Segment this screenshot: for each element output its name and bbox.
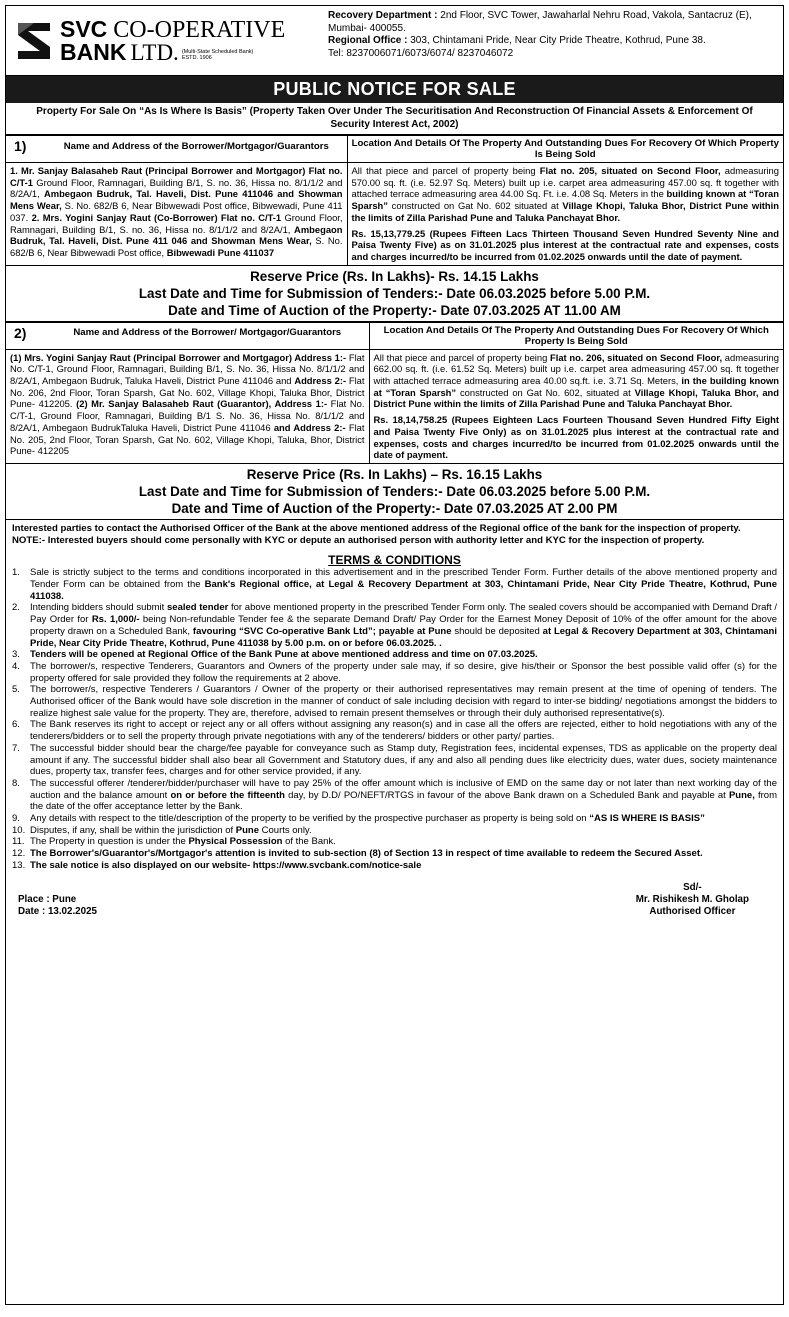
property-2-right-header (369, 322, 783, 349)
bank-addresses (324, 6, 783, 75)
term-number: 6. (12, 719, 20, 731)
term-number: 13. (12, 859, 26, 871)
interested-parties-text: Interested parties to contact the Authorised Officer of the Bank at the above mentioned address of the Regional office of the bank for the inspection of property. (12, 522, 741, 534)
term-2-part-b: sealed tender (167, 602, 229, 614)
regional-address: 303, Chintamani Pride, Near City Pride Theatre, Kothrud, Pune 38. (410, 35, 706, 46)
term-9-part-a: Any details with respect to the title/description of the property to be verified by the prospective purchaser as property is being sold on (30, 813, 590, 825)
public-notice (5, 5, 784, 1305)
bank-name-bank: BANK (60, 38, 127, 65)
p1-desc-1: All that piece and parcel of property being (351, 165, 540, 176)
p1-desc-4: building known at “Toran Sparsh” (351, 188, 779, 212)
property-2-last-date: Last Date and Time for Submission of Tenders:- Date 06.03.2025 before 5.00 P.M. (138, 483, 651, 499)
property-1-reserve-block (6, 266, 783, 322)
term-8-part-d: Pune, (728, 789, 755, 801)
property-2-number: 2) (14, 324, 27, 341)
term-number: 10. (12, 824, 26, 836)
property-2-borrowers (6, 349, 369, 463)
term-2-part-h: at Legal & Recovery Department at 303, Chintamani Pride, Near City Pride Theatre, Kothrud, Pune 411038 by 5.00 p.m. on or before 06.03.2025. . (30, 625, 777, 649)
p1-desc-2: Flat no. 205, situated on Second Floor, (539, 165, 721, 176)
place-date-block (18, 882, 97, 918)
notice-header (6, 6, 783, 76)
p1-desc-6: Village Khopi, Taluka Bhor, District Pune within the limits of Zilla Parishad Pune and Taluka Panchayat Bhor. (351, 200, 779, 223)
bank-subtitle-type: (Multi-State Scheduled Bank) (181, 48, 254, 55)
p1-text-5: 2. Mrs. Yogini Sanjay Raut (Co-Borrower) Flat no. C/T-1 (31, 211, 282, 223)
officer-title: Authorised Officer (649, 905, 736, 917)
term-text (30, 649, 777, 661)
term-2-part-a: Intending bidders should submit (30, 602, 167, 614)
term-text (30, 825, 777, 837)
p2-desc-1: All that piece and parcel of property being (373, 351, 551, 363)
p2-text-8: Flat No. 205, 2nd Floor, Toran Sparsh, Gat No. 602, Village Khopi, Taluka, Bhor, District Pune- 412205 (10, 421, 365, 457)
term-item (12, 836, 777, 848)
property-1-auction-date: Date and Time of Auction of the Property:- Date 07.03.2025 AT 11.00 AM (168, 302, 621, 318)
property-2-right-header-text: Location And Details Of The Property And Outstanding Dues For Recovery Of Which Property Is Being Sold (383, 324, 769, 347)
term-1-part-b: Bank's Regional office, at Legal & Recovery Department at 303, Chintamani Pride, Near City Pride Theatre, Kothrud, Pune 411038. (30, 579, 777, 602)
term-item (12, 860, 777, 872)
term-number: 12. (12, 848, 26, 860)
p1-desc-3: admeasuring 570.00 sq. ft. (i.e. 52.97 Sq. Meters) built up i.e. carpet area admeasuring 457.00 sq. ft together with attached terrace admeasuring area 44.00 Sq. Ft. i.e. 4.08 Sq. Meters in the (351, 165, 779, 200)
property-2-dues: Rs. 18,14,758.25 (Rupees Eighteen Lacs Fourteen Thousand Seven Hundred Fifty Eight and Paisa Twenty Five Only) as on 31.01.2025 plus interest at the contractual rate and expenses, costs and charges incurred/to be incurred from 01.02.2025 onwards until the date of payment. (373, 414, 779, 461)
term-item (12, 778, 777, 813)
p1-text-8: S. No. 682/B 6, Near Bibwewadi Post office, (10, 235, 343, 258)
property-1-reserve-price: Reserve Price (Rs. In Lakhs)- Rs. 14.15 Lakhs (250, 268, 539, 284)
bank-logo-icon (14, 19, 54, 63)
property-1-dues-para (352, 228, 780, 263)
p1-text-1: 1. Mr. Sanjay Balasaheb Raut (Principal Borrower and Mortgagor) Flat no. C/T-1 (10, 165, 343, 188)
property-1-right-header (347, 136, 783, 163)
term-text (30, 836, 777, 848)
p1-text-3: Ambegaon Budruk, Tal. Haveli, Dist. Pune 411046 and Showman Mens Wear, (10, 188, 343, 212)
term-text (30, 567, 777, 602)
property-1-details (347, 163, 783, 266)
recovery-address: 2nd Floor, SVC Tower, Jawaharlal Nehru Road, Vakola, Santacruz (E), Mumbai- 400055. (328, 10, 752, 34)
property-2-reserve-block (6, 464, 783, 520)
property-2-details (369, 349, 783, 463)
p2-text-3: Address 2:- (294, 375, 347, 387)
bank-name-cooperative: CO-OPERATIVE (113, 16, 286, 43)
property-1-right-header-text: Location And Details Of The Property And Outstanding Dues For Recovery Of Which Property Is Being Sold (351, 138, 779, 160)
term-text (30, 813, 777, 825)
term-item (12, 661, 777, 684)
place: Place : Pune (18, 893, 77, 905)
property-1-table (6, 135, 783, 266)
term-item (12, 743, 777, 778)
property-1-left-header-text: Name and Address of the Borrower/Mortgagor/Guarantors (63, 140, 329, 152)
p1-text-2: Ground Floor, Ramnagari, Building B/1, S. no. 36, Hissa no. 8/1/1/2 and 8/2A/1, (10, 176, 343, 200)
term-12-text: The Borrower's/Guarantor's/Mortgagor's attention is invited to sub-section (8) of Section 13 in respect of time available to redeem the Secured Asset. (30, 848, 703, 860)
term-number: 11. (12, 836, 25, 848)
term-10-part-a: Disputes, if any, shall be within the jurisdiction of (30, 824, 236, 836)
term-number: 7. (12, 742, 20, 754)
term-item (12, 684, 777, 719)
term-2-part-f: favouring “SVC Co-operative Bank Ltd”; payable at Pune (192, 625, 452, 637)
term-2-part-e: being Non-refundable Tender fee & the separate Demand Draft/ Pay Order for the Earnest Money Deposit of 10% of the offer amount for the above property drawn on a Scheduled Bank, (30, 614, 778, 637)
p2-desc-4: in the building known at “Toran Sparsh” (373, 375, 780, 398)
p2-text-7: and Address 2:- (273, 421, 346, 433)
term-8-part-c: day, by D.D/ PO/NEFT/RTGS in favour of the above Bank drawn on a Scheduled Bank and payable at (284, 789, 729, 801)
notice-subtitle: Property For Sale On “As Is Where Is Basis” (Property Taken Over Under The Securitisation And Reconstruction Of Financial Assets & Enforcement Of Security Interest Act, 2002) (6, 103, 783, 135)
term-5-text: The borrower/s, respective Tenderers / Guarantors / Owner of the property or their authorised representatives may remain present at the time of opening of tenders. The Authorised officer of the Bank would have sole discretion in the manner of conduct of sale including decision with regard to inter-se bidding/ negotiations amongst the bidders to realize highest sale value for the property. They are, therefore, advised to remain present themselves or through their duly authorised representative(s). (30, 684, 777, 719)
bank-subtitle-estd: ESTD. 1906 (181, 54, 212, 61)
recovery-label: Recovery Department : (328, 10, 438, 21)
term-10-part-b: Pune (235, 824, 259, 836)
term-13-text: The sale notice is also displayed on our website- https://www.svcbank.com/notice-sale (30, 859, 422, 871)
property-2-left-header (6, 322, 369, 349)
terms-title: TERMS & CONDITIONS (328, 553, 461, 568)
signature-sd: Sd/- (683, 881, 702, 893)
term-number: 1. (12, 567, 20, 579)
p1-desc-5: constructed on Gat No. 602 situated at (387, 200, 563, 212)
p1-text-6: Ground Floor, Ramnagari, Building B/1, S. no. 36, Hissa no. 8/1/1/2 and 8/2A/1, (10, 211, 343, 235)
property-1-left-header (6, 136, 347, 163)
date: Date : 13.02.2025 (18, 905, 97, 917)
p1-text-7: Ambegaon Budruk, Tal. Haveli, Dist. Pune 411 046 and Showman Mens Wear, (10, 223, 343, 247)
term-item (12, 719, 777, 742)
term-number: 4. (12, 660, 20, 672)
term-2-part-d: Rs. 1,000/- (91, 614, 140, 626)
p2-text-1: (1) Mrs. Yogini Sanjay Raut (Principal Borrower and Mortgagor) Address 1:- (10, 351, 347, 363)
term-text (30, 860, 777, 872)
term-item (12, 825, 777, 837)
term-number: 2. (12, 602, 20, 614)
signature-block (636, 882, 777, 918)
note-text: NOTE:- Interested buyers should come personally with KYC or depute an authorised person with authority letter and KYC for the inspection of property. (12, 534, 705, 546)
term-3-text: Tenders will be opened at Regional Office of the Bank Pune at above mentioned address and time on 07.03.2025. (30, 649, 538, 661)
property-1-description (352, 165, 780, 224)
term-10-part-c: Courts only. (259, 824, 312, 836)
term-number: 9. (12, 813, 20, 825)
p2-text-5: (2) Mr. Sanjay Balasaheb Raut (Guarantor), Address 1:- (76, 398, 328, 410)
term-item (12, 848, 777, 860)
property-2-dues-para (374, 414, 780, 461)
term-number: 8. (12, 777, 20, 789)
p1-text-9: Bibwewadi Pune 411037 (166, 246, 275, 258)
term-item (12, 602, 777, 649)
terms-list (6, 567, 783, 871)
p2-desc-6: Village Khopi, Taluka Bhor, and District Pune within the limits of Zilla Parishad Pune and Taluka Panchayat Bhor. (373, 386, 779, 410)
term-item (12, 813, 777, 825)
bank-name-ltd: LTD. (130, 39, 179, 65)
term-8-part-e: from the date of the offer acceptance letter by the Bank. (30, 789, 777, 813)
property-1-borrowers (6, 163, 347, 266)
term-11-part-a: The Property in question is under the (30, 836, 189, 848)
term-2-part-c: for above mentioned property in the prescribed Tender Form only. The sealed covers should be accompanied with Demand Draft / Pay Order for (30, 602, 777, 626)
term-8-part-a: The successful offerer /tenderer/bidder/purchaser will have to pay 25% of the offer amount which is inclusive of EMD on the same day or not later than next working day of the auction and the balance amount (30, 777, 777, 801)
bank-logo-area (6, 6, 324, 75)
property-1-number: 1) (14, 138, 27, 154)
bank-telephone: Tel: 8237006071/6073/6074/ 8237046072 (328, 47, 514, 59)
regional-label: Regional Office : (328, 35, 408, 46)
term-number: 5. (12, 684, 20, 696)
term-7-text: The successful bidder should bear the charge/fee payable for conveyance such as Stamp duty, Registration fees, incidental expenses, TDS as applicable on the property deal amount if any. The successful bidder shall also bear all Government and Statutory dues, if any and also all pending dues like electricity dues, water dues, society maintenance dues, property tax, transfer fees, charges and for other service provided, if any. (30, 742, 777, 778)
inspection-info (6, 520, 783, 549)
p2-text-6: Flat No. C/T-1, Ground Floor, Ramnagari, Building B/1 S. No. 36, Hissa No. 8/1/1/2 and 8/2A/1, Ambegaon BudrukTaluka Haveli, District Pune 411046 (10, 398, 365, 433)
term-text (30, 848, 777, 860)
p2-text-4: Flat No. 206, 2nd Floor, Toran Sparsh, Gat No. 602, Village Khopi, Taluka Bhor, District Pune- 412205. (10, 375, 365, 410)
property-2-auction-date: Date and Time of Auction of the Property:- Date 07.03.2025 AT 2.00 PM (171, 500, 618, 516)
term-11-part-b: Physical Possession (188, 836, 283, 848)
officer-name: Mr. Rishikesh M. Gholap (635, 893, 749, 905)
property-1-dues: Rs. 15,13,779.25 (Rupees Fifteen Lacs Thirteen Thousand Seven Hundred Seventy Nine and Paisa Twenty Five) as on 31.01.2025 plus interest at the contractual rate and expenses, costs and charges incurred/to be incurred from 01.02.2025 onwards until the date of payment. (351, 227, 779, 262)
term-4-text: The borrower/s, respective Tenderers, Guarantors and Owners of the property under sale may, if so desire, give his/their or Sponsor the best possible valid offer (s) for the property offered for sale provided they follow the requirements at 2 above. (30, 660, 777, 684)
term-item (12, 649, 777, 661)
term-text (30, 602, 777, 649)
bank-subtitle (182, 49, 254, 61)
p1-text-4: S. No. 682/B 6, Near Bibwewadi Post office, Bibwewadi, Pune 411 037. (10, 200, 343, 223)
p2-text-2: Flat No. C/T-1, Ground Floor, Ramnagari, Building B/1, S. No. 36, Hissa No. 8/1/1/2 and 8/2A/1, Ambegaon Budruk, Taluka Haveli, District Pune 411046 and (10, 351, 365, 387)
p2-desc-5: constructed on Gat No. 602, situated at (456, 386, 635, 398)
p2-desc-3: admeasuring 662.00 sq. ft. (i.e. 61.52 Sq. Meters) built up i.e. carpet area admeasuring 457.00 sq. ft together with attached terrace admeasuring area 40.00 sq.ft. i.e. 3.71 Sq. Meters, (373, 351, 779, 387)
term-1-part-a: Sale is strictly subject to the terms and conditions incorporated in this advertisement and in the prescribed Tender Form. Further details of the above mentioned property and Tender Form can be obtained from the (30, 567, 777, 590)
term-11-part-c: of the Bank. (282, 836, 336, 848)
term-9-part-b: “AS IS WHERE IS BASIS” (589, 813, 705, 825)
property-2-description (374, 352, 780, 411)
bank-name-svc: SVC (60, 15, 108, 42)
notice-footer (6, 872, 783, 918)
bank-name (60, 15, 286, 65)
term-number: 3. (12, 649, 20, 661)
term-6-text: The Bank reserves its right to accept or reject any or all offers without assigning any reason(s) and in case all the offers are rejected, either to hold negotiations with any of the tenderers/bidders or to sell the property through private negotiations with any of the tenderers/ bidders or other party/ parties. (30, 719, 777, 743)
property-2-left-header-text: Name and Address of the Borrower/ Mortgagor/Guarantors (73, 327, 342, 339)
property-2-reserve-price: Reserve Price (Rs. In Lakhs) – Rs. 16.15 Lakhs (246, 466, 543, 482)
term-8-part-b: on or before the fifteenth (170, 789, 285, 801)
p2-desc-2: Flat no. 206, situated on Second Floor, (550, 351, 723, 363)
term-text (30, 778, 777, 813)
property-1-last-date: Last Date and Time for Submission of Tenders:- Date 06.03.2025 before 5.00 P.M. (138, 285, 651, 301)
term-item (12, 567, 777, 602)
notice-title: PUBLIC NOTICE FOR SALE (6, 76, 783, 103)
property-2-table (6, 322, 783, 464)
term-2-part-g: should be deposited (451, 625, 543, 637)
